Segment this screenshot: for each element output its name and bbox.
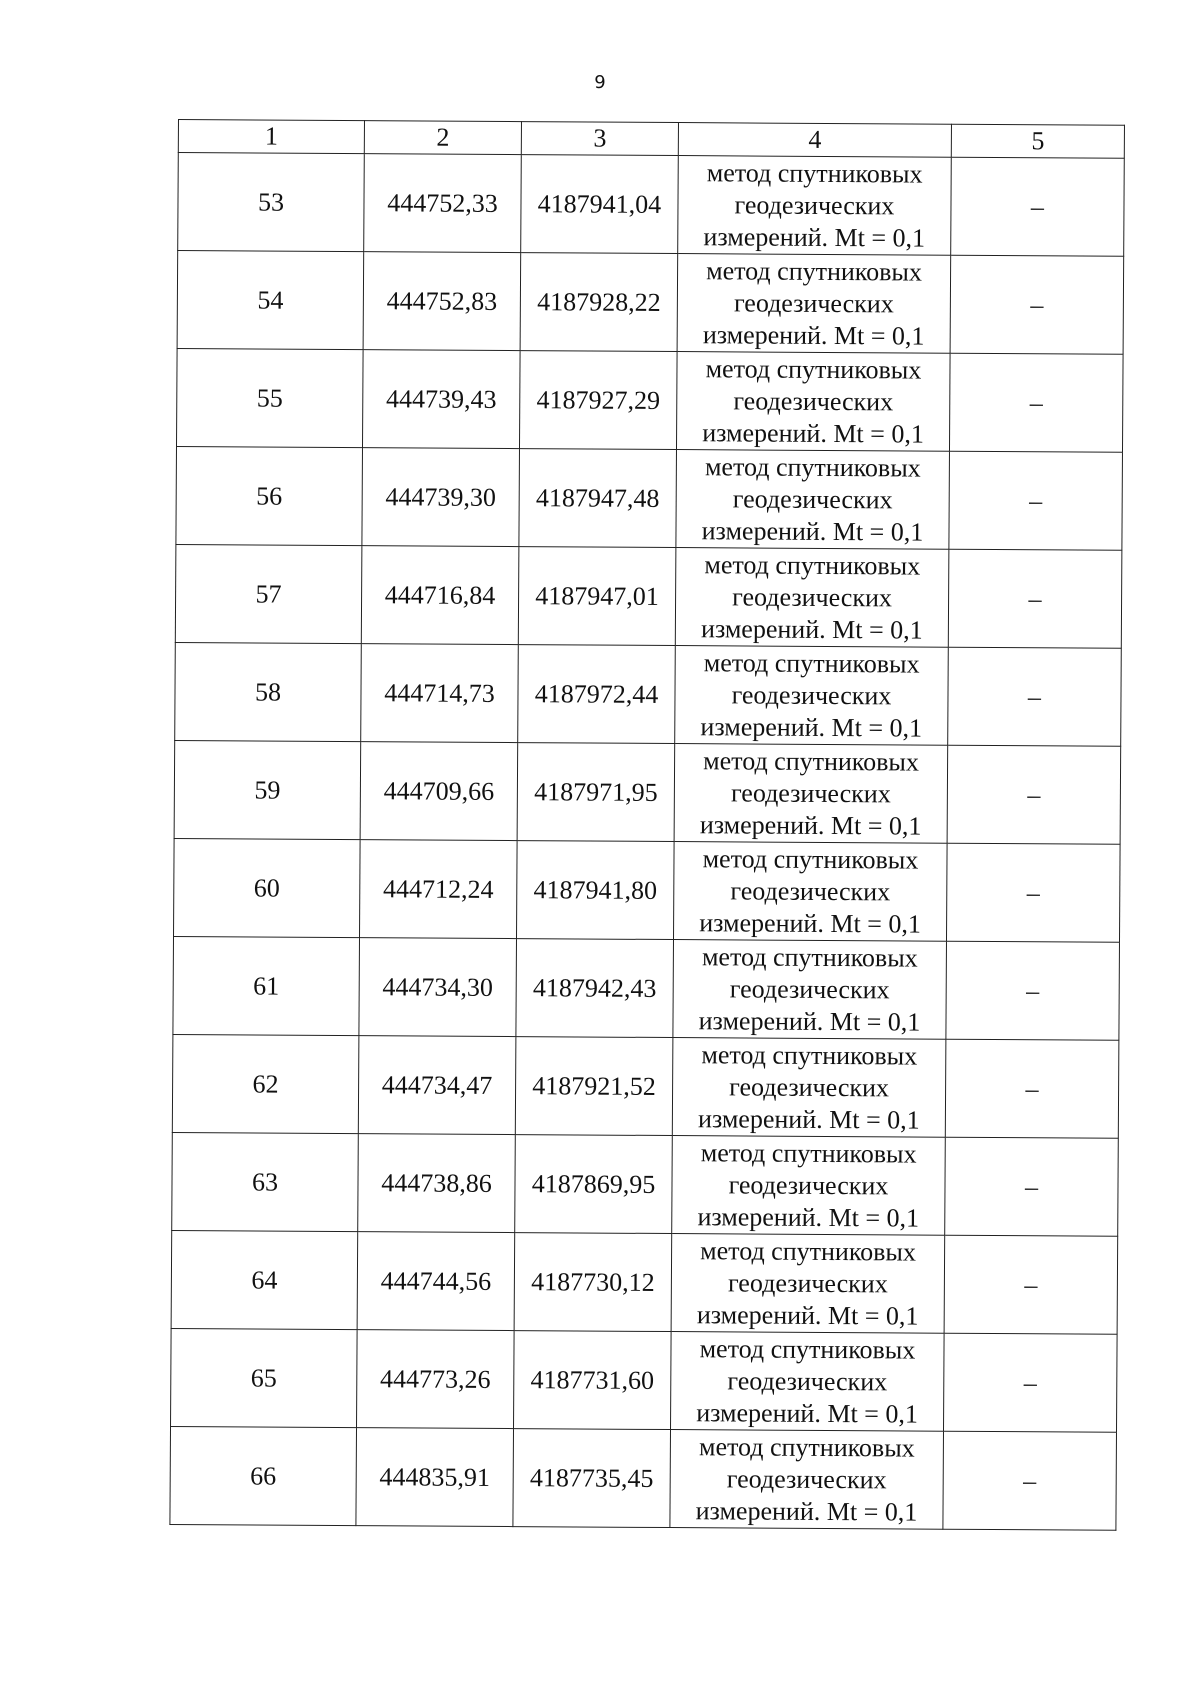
method-line: метод спутниковых [704,451,921,483]
y-coordinate-cell: 4187730,12 [514,1233,672,1332]
header-cell-5: 5 [951,124,1124,158]
point-number-cell: 63 [172,1132,359,1231]
table-row [172,1132,1119,1236]
note-cell: – [946,941,1120,1040]
method-line: геодезических [730,875,891,906]
point-number-cell: 53 [178,153,365,252]
note-cell: – [949,353,1123,452]
y-coordinate-cell: 4187869,95 [515,1135,673,1234]
y-coordinate-cell: 4187941,80 [516,841,674,940]
method-line: геодезических [731,679,892,710]
table-row [171,1328,1118,1432]
point-number-cell: 54 [177,251,364,350]
y-coordinate-cell: 4187971,95 [517,743,675,842]
y-coordinate-cell: 4187921,52 [515,1037,673,1136]
point-number-cell: 56 [176,446,363,545]
note-cell: – [945,1039,1119,1138]
table-row [170,1426,1117,1530]
note-cell: – [947,745,1121,844]
method-line: геодезических [729,973,890,1004]
method-cell [674,744,948,844]
method-cell [678,156,952,256]
y-coordinate-cell: 4187947,48 [519,449,677,548]
method-line: метод спутниковых [705,353,922,385]
header-cell-3: 3 [521,122,678,156]
method-line: метод спутниковых [698,1431,915,1463]
method-cell [673,842,947,942]
method-line: геодезических [730,777,891,808]
note-cell: – [949,451,1123,550]
note-cell: – [948,549,1122,648]
method-line: метод спутниковых [703,647,920,679]
point-number-cell: 58 [175,642,362,741]
note-cell: – [943,1431,1117,1530]
method-cell [671,1332,945,1432]
method-cell [675,646,949,746]
method-line: геодезических [732,483,893,514]
method-line: метод спутниковых [701,1039,918,1071]
x-coordinate-cell: 444716,84 [361,546,519,645]
x-coordinate-cell: 444734,47 [358,1036,516,1135]
x-coordinate-cell: 444752,83 [363,252,521,351]
table-row [177,251,1124,355]
method-line: метод спутниковых [699,1333,916,1365]
point-number-cell: 61 [173,936,360,1035]
method-line: измерений. Mt = 0,1 [698,1005,921,1037]
x-coordinate-cell: 444773,26 [357,1330,515,1429]
y-coordinate-cell: 4187942,43 [516,939,674,1038]
method-line: измерений. Mt = 0,1 [697,1201,920,1233]
method-line: метод спутниковых [701,941,918,973]
table-row [171,1230,1118,1334]
method-line: измерений. Mt = 0,1 [700,711,923,743]
x-coordinate-cell: 444835,91 [356,1428,514,1527]
x-coordinate-cell: 444744,56 [357,1232,515,1331]
method-line: геодезических [734,189,895,220]
x-coordinate-cell: 444739,43 [362,350,520,449]
y-coordinate-cell: 4187735,45 [513,1429,671,1528]
table-row [176,348,1123,452]
point-number-cell: 60 [174,838,361,937]
method-line: измерений. Mt = 0,1 [695,1495,918,1527]
note-cell: – [946,843,1120,942]
method-line: измерений. Mt = 0,1 [696,1397,918,1429]
x-coordinate-cell: 444712,24 [360,840,518,939]
method-line: метод спутниковых [704,549,921,581]
method-cell [670,1430,944,1530]
y-coordinate-cell: 4187927,29 [519,351,677,450]
method-line: геодезических [732,581,893,612]
x-coordinate-cell: 444734,30 [359,938,517,1037]
method-cell [671,1234,945,1334]
table-row [173,936,1120,1040]
point-number-cell: 66 [170,1426,357,1525]
method-line: метод спутниковых [703,745,920,777]
method-line: метод спутниковых [706,255,923,287]
point-number-cell: 65 [171,1328,358,1427]
y-coordinate-cell: 4187928,22 [520,253,678,352]
header-cell-4: 4 [678,123,951,158]
table-row [175,544,1122,648]
method-line: геодезических [726,1463,887,1494]
point-number-cell: 55 [176,348,363,447]
method-line: метод спутниковых [702,843,919,875]
y-coordinate-cell: 4187731,60 [514,1331,672,1430]
table-body [170,153,1124,1531]
y-coordinate-cell: 4187947,01 [518,547,676,646]
x-coordinate-cell: 444709,66 [360,742,518,841]
method-cell [673,940,947,1040]
method-line: геодезических [733,385,894,416]
table-row [176,446,1123,550]
point-number-cell: 59 [174,740,361,839]
method-line: измерений. Mt = 0,1 [702,417,924,449]
header-cell-2: 2 [364,121,521,155]
note-cell: – [945,1137,1119,1236]
point-number-cell: 62 [172,1034,359,1133]
x-coordinate-cell: 444714,73 [361,644,519,743]
x-coordinate-cell: 444738,86 [358,1134,516,1233]
method-line: измерений. Mt = 0,1 [696,1299,919,1331]
method-line: геодезических [733,287,894,318]
table-row [174,838,1121,942]
method-line: геодезических [728,1169,889,1200]
table-row [175,642,1122,746]
method-line: измерений. Mt = 0,1 [699,907,921,939]
method-line: измерений. Mt = 0,1 [702,319,925,351]
method-line: измерений. Mt = 0,1 [701,515,924,547]
method-line: метод спутниковых [700,1235,917,1267]
method-cell [672,1136,946,1236]
method-line: измерений. Mt = 0,1 [703,221,926,253]
point-number-cell: 64 [171,1230,358,1329]
note-cell: – [951,157,1125,256]
table-row [174,740,1121,844]
method-cell [676,450,950,550]
method-line: геодезических [727,1365,888,1396]
method-line: метод спутниковых [706,157,923,189]
point-number-cell: 57 [175,544,362,643]
method-line: геодезических [729,1071,890,1102]
method-line: измерений. Mt = 0,1 [699,809,922,841]
x-coordinate-cell: 444752,33 [364,154,522,253]
method-line: геодезических [727,1267,888,1298]
note-cell: – [950,255,1124,354]
y-coordinate-cell: 4187941,04 [521,155,679,254]
y-coordinate-cell: 4187972,44 [518,645,676,744]
method-line: метод спутниковых [700,1137,917,1169]
note-cell: – [944,1235,1118,1334]
table-row [172,1034,1119,1138]
note-cell: – [943,1333,1117,1432]
method-cell [677,254,951,354]
coordinates-table [169,119,1125,1531]
page-number: 9 [594,72,606,93]
method-line: измерений. Mt = 0,1 [700,613,923,645]
note-cell: – [948,647,1122,746]
x-coordinate-cell: 444739,30 [362,448,520,547]
header-cell-1: 1 [178,120,364,154]
method-cell [675,548,949,648]
method-cell [676,352,950,452]
method-cell [672,1038,946,1138]
table-row [178,153,1125,257]
method-line: измерений. Mt = 0,1 [698,1103,920,1135]
